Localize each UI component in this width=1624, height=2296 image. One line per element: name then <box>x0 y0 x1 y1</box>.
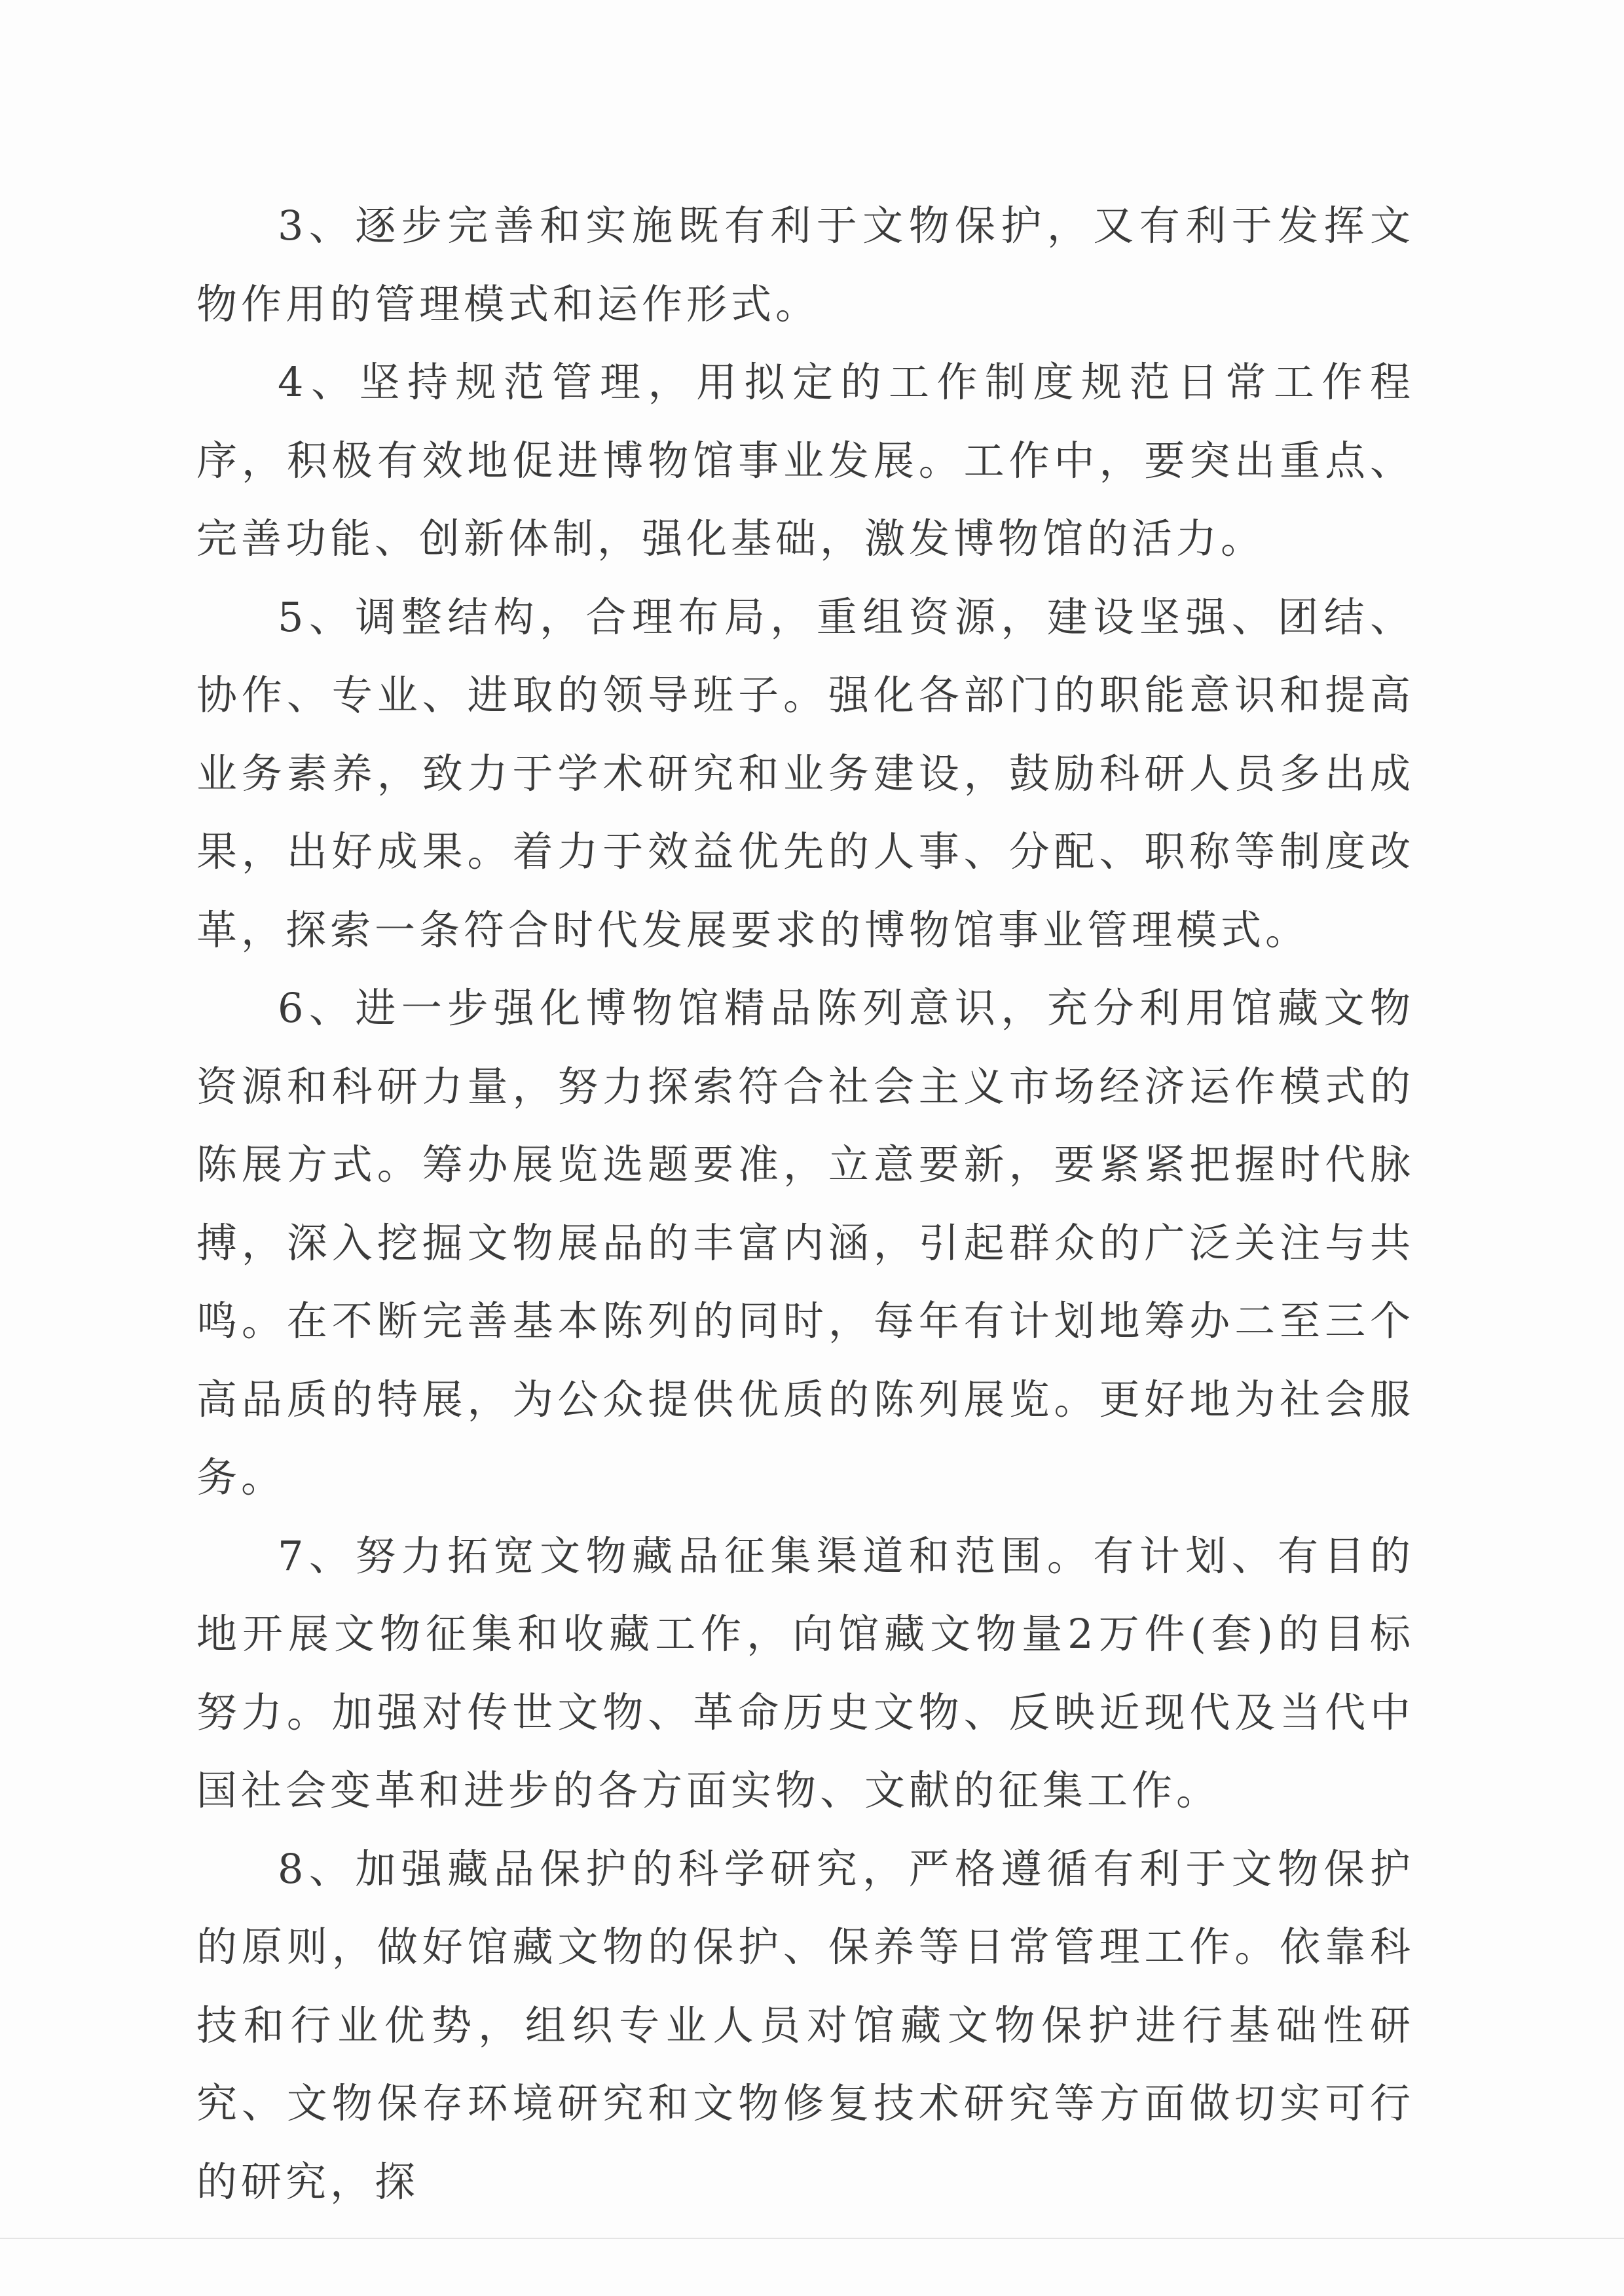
body-text <box>196 187 1414 2221</box>
paragraph-7: 7、努力拓宽文物藏品征集渠道和范围。有计划、有目的地开展文物征集和收藏工作，向馆藏文物量2万件(套)的目标努力。加强对传世文物、革命历史文物、反映近现代及当代中国社会变革和进步的各方面实物、文献的征集工作。 <box>196 1531 1414 1814</box>
paragraph-4: 4、坚持规范管理，用拟定的工作制度规范日常工作程序，积极有效地促进博物馆事业发展。工作中，要突出重点、完善功能、创新体制，强化基础，激发博物馆的活力。 <box>196 358 1414 562</box>
paragraph-6: 6、进一步强化博物馆精品陈列意识，充分利用馆藏文物资源和科研力量，努力探索符合社会主义市场经济运作模式的陈展方式。筹办展览选题要准，立意要新，要紧紧把握时代脉搏，深入挖掘文物展品的丰富内涵，引起群众的广泛关注与共鸣。在不断完善基本陈列的同时，每年有计划地筹办二至三个高品质的特展，为公众提供优质的陈列展览。更好地为社会服务。 <box>196 984 1414 1501</box>
paragraph-5: 5、调整结构，合理布局，重组资源，建设坚强、团结、协作、专业、进取的领导班子。强化各部门的职能意识和提高业务素养，致力于学术研究和业务建设，鼓励科研人员多出成果，出好成果。着力于效益优先的人事、分配、职称等制度改革，探索一条符合时代发展要求的博物馆事业管理模式。 <box>196 592 1414 954</box>
paragraph-3: 3、逐步完善和实施既有利于文物保护，又有利于发挥文物作用的管理模式和运作形式。 <box>196 202 1414 328</box>
scan-edge-line <box>0 2238 1624 2239</box>
paragraph-8: 8、加强藏品保护的科学研究，严格遵循有利于文物保护的原则，做好馆藏文物的保护、保养等日常管理工作。依靠科技和行业优势，组织专业人员对馆藏文物保护进行基础性研究、文物保存环境研究和文物修复技术研究等方面做切实可行的研究，探 <box>196 1844 1414 2206</box>
